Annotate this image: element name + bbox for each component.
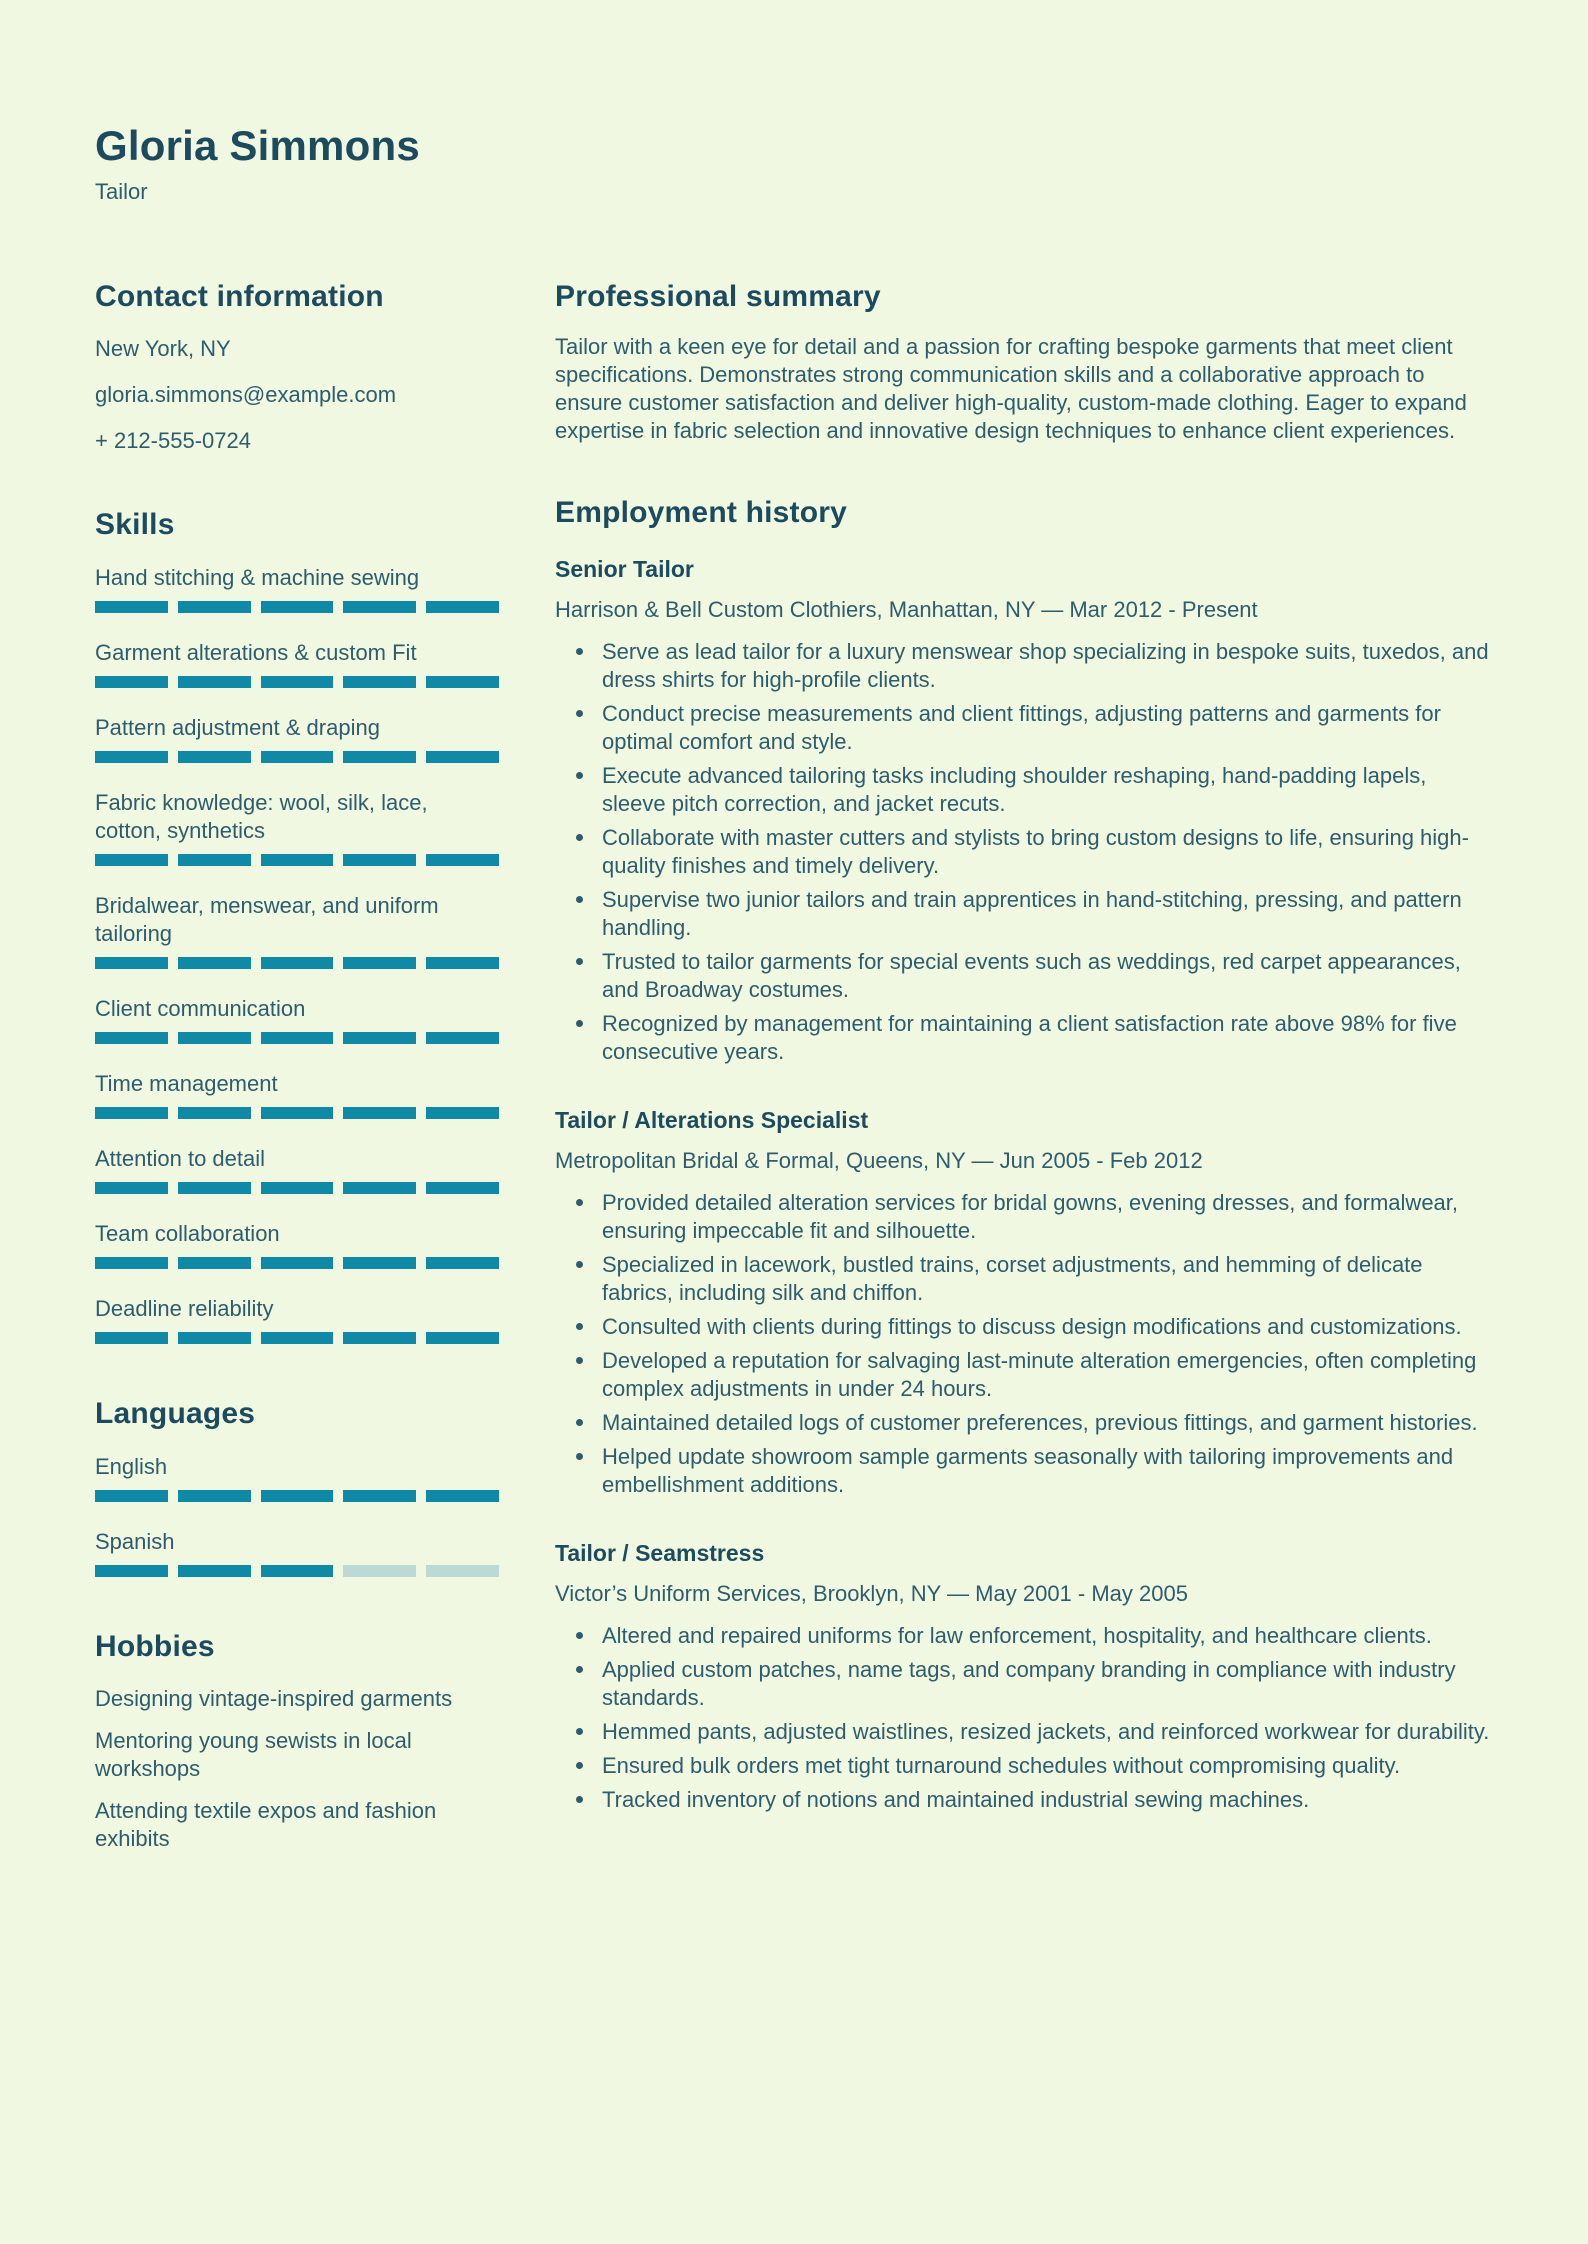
skill-label: Team collaboration [95, 1221, 280, 1247]
skill-meter [95, 601, 499, 613]
meter-segment [95, 676, 168, 688]
meter-segment [95, 1107, 168, 1119]
person-name: Gloria Simmons [95, 122, 420, 169]
meter-segment [426, 1490, 499, 1502]
meter-segment [178, 1257, 251, 1269]
meter-segment [343, 1565, 416, 1577]
meter-segment [261, 751, 334, 763]
job-title: Tailor / Seamstress [555, 1540, 765, 1567]
summary-heading: Professional summary [555, 280, 881, 314]
meter-segment [426, 1032, 499, 1044]
meter-segment [178, 601, 251, 613]
skill-item [95, 564, 499, 613]
job-bullet-list [555, 1189, 1495, 1499]
meter-segment [426, 1332, 499, 1344]
meter-segment [178, 1032, 251, 1044]
meter-segment [95, 1032, 168, 1044]
contact-section [95, 279, 499, 455]
employment-heading: Employment history [555, 496, 847, 530]
skill-meter [95, 1332, 499, 1344]
job-bullet-list [555, 1622, 1495, 1814]
languages-list [95, 1453, 499, 1577]
skill-item [95, 1295, 499, 1344]
meter-segment [261, 854, 334, 866]
skill-meter [95, 854, 499, 866]
job-entry [555, 555, 1495, 1066]
meter-segment [261, 1332, 334, 1344]
meter-segment [261, 1182, 334, 1194]
job-bullet: Provided detailed alteration services for bridal gowns, evening dresses, and formalwear, ensuring impeccable fit and silhouette. [555, 1189, 1495, 1245]
skill-label: Hand stitching & machine sewing [95, 565, 420, 591]
hobby-item: Attending textile expos and fashion exhibits [95, 1798, 437, 1852]
skill-meter [95, 1107, 499, 1119]
skill-item [95, 892, 499, 969]
skills-heading: Skills [95, 508, 175, 542]
meter-segment [426, 1107, 499, 1119]
language-item [95, 1528, 499, 1577]
meter-segment [178, 1107, 251, 1119]
content-columns [95, 279, 1495, 1853]
meter-segment [343, 751, 416, 763]
contact-heading: Contact information [95, 280, 384, 314]
meter-segment [95, 1182, 168, 1194]
job-bullet: Serve as lead tailor for a luxury menswear shop specializing in bespoke suits, tuxedos, and dress shirts for high-profile clients. [555, 638, 1495, 694]
job-bullet: Conduct precise measurements and client fittings, adjusting patterns and garments for optimal comfort and style. [555, 700, 1495, 756]
job-bullet: Recognized by management for maintaining a client satisfaction rate above 98% for five consecutive years. [555, 1010, 1495, 1066]
contact-item: New York, NY [95, 336, 231, 362]
hobbies-heading: Hobbies [95, 1630, 215, 1664]
job-bullet: Altered and repaired uniforms for law enforcement, hospitality, and healthcare clients. [555, 1622, 1495, 1650]
meter-segment [95, 1332, 168, 1344]
meter-segment [426, 751, 499, 763]
meter-segment [343, 957, 416, 969]
job-title: Tailor / Alterations Specialist [555, 1107, 869, 1134]
meter-segment [95, 1490, 168, 1502]
meter-segment [426, 1565, 499, 1577]
meter-segment [178, 854, 251, 866]
meter-segment [426, 601, 499, 613]
meter-segment [261, 1257, 334, 1269]
meter-segment [343, 676, 416, 688]
language-meter [95, 1490, 499, 1502]
meter-segment [178, 1332, 251, 1344]
skill-meter [95, 1032, 499, 1044]
employment-section [555, 495, 1495, 1814]
meter-segment [178, 1182, 251, 1194]
skill-label: Garment alterations & custom Fit [95, 640, 417, 666]
languages-section [95, 1396, 499, 1577]
meter-segment [178, 1565, 251, 1577]
contact-item: + 212-555-0724 [95, 428, 251, 454]
hobby-item: Mentoring young sewists in local workshops [95, 1728, 412, 1782]
meter-segment [343, 854, 416, 866]
meter-segment [95, 854, 168, 866]
jobs-list [555, 555, 1495, 1814]
meter-segment [178, 957, 251, 969]
contact-item: gloria.simmons@example.com [95, 382, 397, 408]
meter-segment [343, 1257, 416, 1269]
meter-segment [343, 1182, 416, 1194]
meter-segment [261, 601, 334, 613]
summary-text: Tailor with a keen eye for detail and a passion for crafting bespoke garments that meet client specifications. Demonstrates strong communication skills and a collaborative approach to ensure customer satisfaction and deliver high-quality, custom-made clothing. Eager to expand expertise in fabric selection and innovative design techniques to enhance client experiences. [555, 334, 1467, 444]
meter-segment [343, 601, 416, 613]
meter-segment [426, 957, 499, 969]
job-bullet-list [555, 638, 1495, 1066]
job-bullet: Trusted to tailor garments for special events such as weddings, red carpet appearances, and Broadway costumes. [555, 948, 1495, 1004]
job-meta: Harrison & Bell Custom Clothiers, Manhattan, NY — Mar 2012 - Present [555, 597, 1258, 623]
skills-list [95, 564, 499, 1344]
languages-heading: Languages [95, 1397, 256, 1431]
resume-header [95, 122, 1495, 205]
skill-label: Attention to detail [95, 1146, 266, 1172]
skill-meter [95, 957, 499, 969]
job-entry [555, 1106, 1495, 1499]
meter-segment [95, 1565, 168, 1577]
job-meta: Metropolitan Bridal & Formal, Queens, NY — Jun 2005 - Feb 2012 [555, 1148, 1203, 1174]
language-label: English [95, 1454, 168, 1480]
skill-item [95, 995, 499, 1044]
meter-segment [178, 676, 251, 688]
meter-segment [261, 676, 334, 688]
language-item [95, 1453, 499, 1502]
meter-segment [426, 854, 499, 866]
job-bullet: Supervise two junior tailors and train apprentices in hand-stitching, pressing, and pattern handling. [555, 886, 1495, 942]
skill-label: Time management [95, 1071, 278, 1097]
skill-label: Client communication [95, 996, 306, 1022]
job-meta: Victor’s Uniform Services, Brooklyn, NY — May 2001 - May 2005 [555, 1581, 1188, 1607]
meter-segment [95, 957, 168, 969]
meter-segment [426, 1182, 499, 1194]
skill-item [95, 1220, 499, 1269]
job-bullet: Helped update showroom sample garments seasonally with tailoring improvements and embellishment additions. [555, 1443, 1495, 1499]
language-label: Spanish [95, 1529, 175, 1555]
skill-meter [95, 676, 499, 688]
job-bullet: Ensured bulk orders met tight turnaround schedules without compromising quality. [555, 1752, 1495, 1780]
job-bullet: Maintained detailed logs of customer preferences, previous fittings, and garment histories. [555, 1409, 1495, 1437]
hobby-list [95, 1685, 499, 1853]
contact-list [95, 335, 499, 455]
meter-segment [261, 1490, 334, 1502]
hobby-item: Designing vintage-inspired garments [95, 1686, 453, 1712]
job-bullet: Consulted with clients during fittings to discuss design modifications and customizations. [555, 1313, 1495, 1341]
job-bullet: Hemmed pants, adjusted waistlines, resized jackets, and reinforced workwear for durability. [555, 1718, 1495, 1746]
skill-meter [95, 1257, 499, 1269]
meter-segment [261, 1032, 334, 1044]
skill-label: Fabric knowledge: wool, silk, lace, cotton, synthetics [95, 790, 428, 844]
skill-label: Deadline reliability [95, 1296, 274, 1322]
sidebar [95, 279, 499, 1853]
job-bullet: Developed a reputation for salvaging last-minute alteration emergencies, often completing complex adjustments in under 24 hours. [555, 1347, 1495, 1403]
meter-segment [261, 1565, 334, 1577]
meter-segment [343, 1332, 416, 1344]
meter-segment [95, 1257, 168, 1269]
person-title: Tailor [95, 179, 148, 205]
skill-item [95, 639, 499, 688]
meter-segment [261, 957, 334, 969]
meter-segment [343, 1490, 416, 1502]
language-meter [95, 1565, 499, 1577]
skill-meter [95, 1182, 499, 1194]
skill-meter [95, 751, 499, 763]
job-bullet: Applied custom patches, name tags, and company branding in compliance with industry standards. [555, 1656, 1495, 1712]
skill-label: Pattern adjustment & draping [95, 715, 380, 741]
job-bullet: Collaborate with master cutters and stylists to bring custom designs to life, ensuring high-quality finishes and timely delivery. [555, 824, 1495, 880]
meter-segment [343, 1107, 416, 1119]
meter-segment [343, 1032, 416, 1044]
meter-segment [426, 676, 499, 688]
meter-segment [426, 1257, 499, 1269]
meter-segment [178, 751, 251, 763]
job-title: Senior Tailor [555, 556, 694, 583]
summary-section [555, 279, 1495, 445]
job-bullet: Tracked inventory of notions and maintained industrial sewing machines. [555, 1786, 1495, 1814]
main-column [555, 279, 1495, 1853]
job-entry [555, 1539, 1495, 1814]
skill-item [95, 1145, 499, 1194]
hobbies-section [95, 1629, 499, 1853]
job-bullet: Specialized in lacework, bustled trains, corset adjustments, and hemming of delicate fabrics, including silk and chiffon. [555, 1251, 1495, 1307]
skill-item [95, 714, 499, 763]
skills-section [95, 507, 499, 1344]
job-bullet: Execute advanced tailoring tasks including shoulder reshaping, hand-padding lapels, sleeve pitch correction, and jacket recuts. [555, 762, 1495, 818]
meter-segment [261, 1107, 334, 1119]
skill-item [95, 1070, 499, 1119]
skill-label: Bridalwear, menswear, and uniform tailoring [95, 893, 439, 947]
skill-item [95, 789, 499, 866]
meter-segment [95, 601, 168, 613]
meter-segment [178, 1490, 251, 1502]
meter-segment [95, 751, 168, 763]
